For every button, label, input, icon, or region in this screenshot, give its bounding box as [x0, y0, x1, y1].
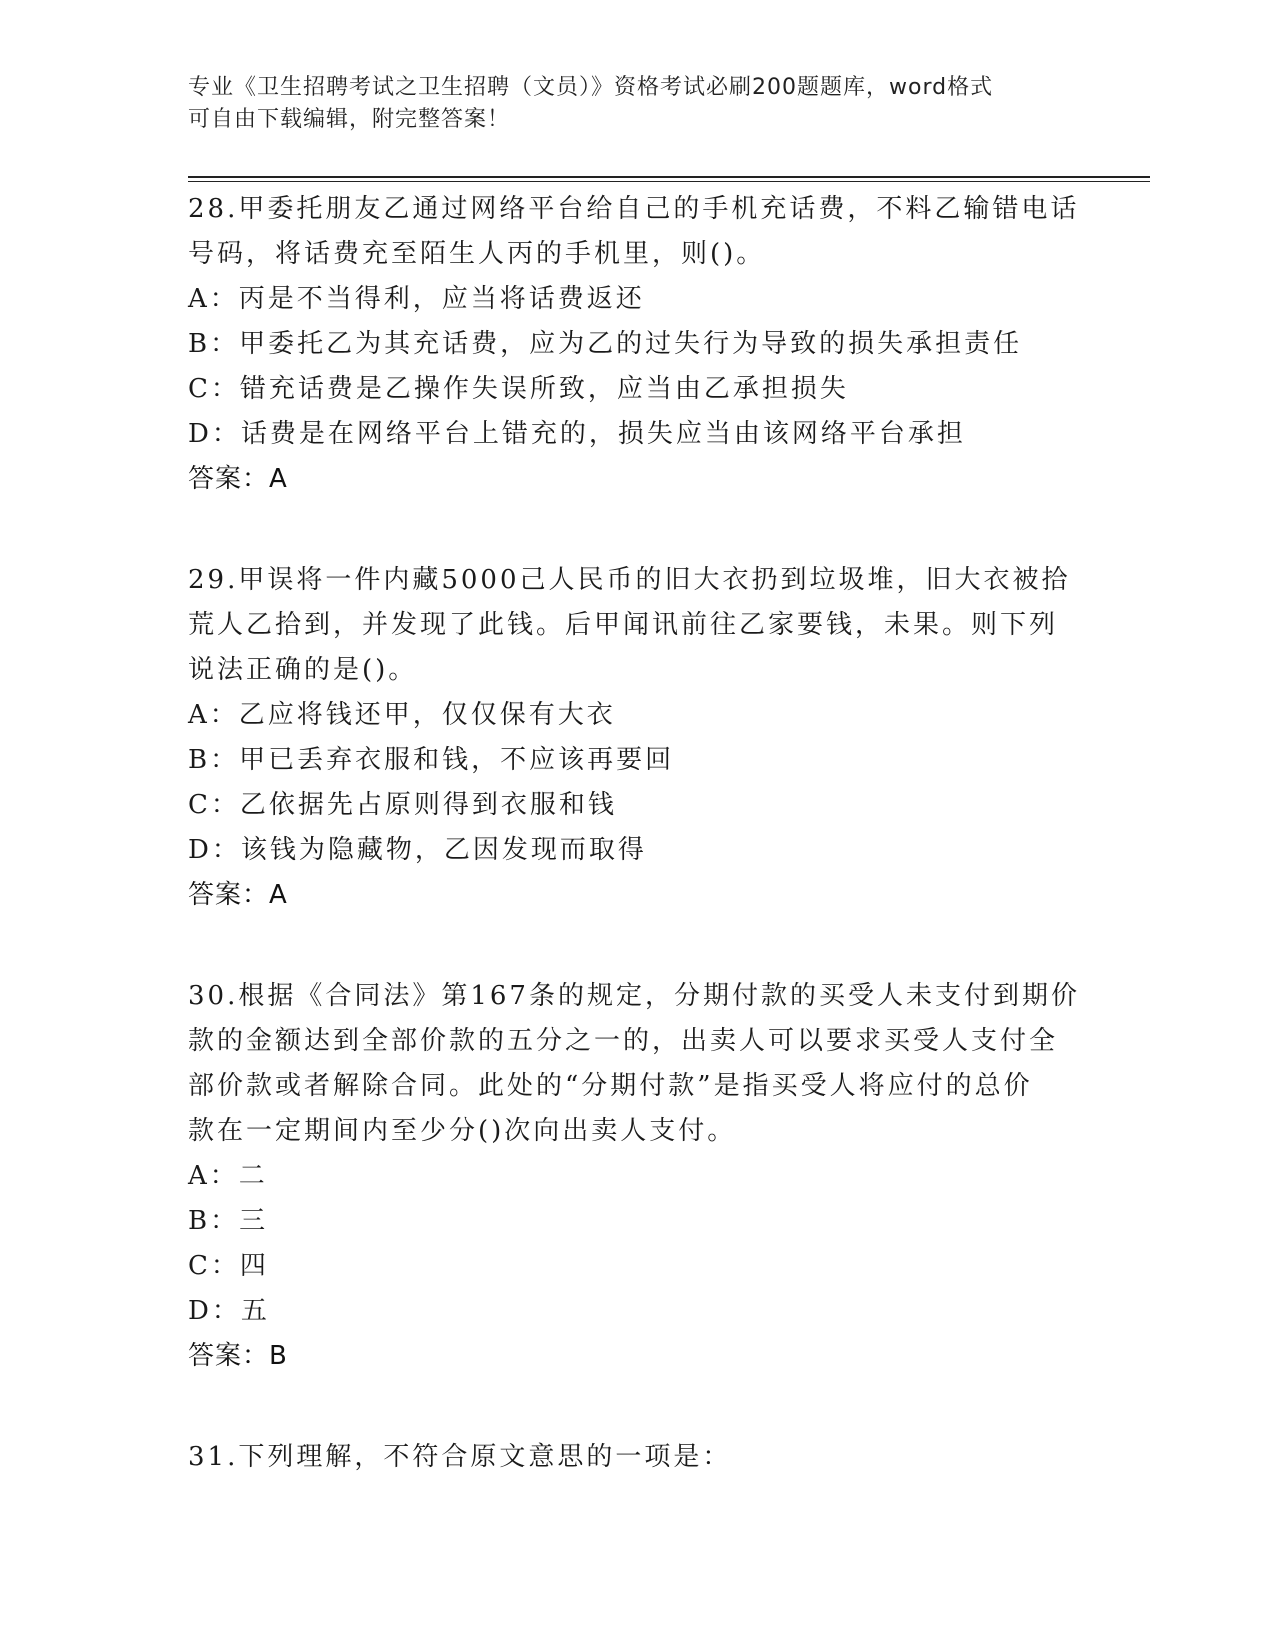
- question-29: [188, 558, 1088, 918]
- document-header: [188, 72, 1088, 136]
- answer-line: 答案：A: [188, 464, 288, 494]
- question-text-line: 28.甲委托朋友乙通过网络平台给自己的手机充话费，不料乙输错电话: [188, 194, 1080, 224]
- question-31: [188, 1435, 1088, 1480]
- option-c: C：错充话费是乙操作失误所致，应当由乙承担损失: [188, 374, 849, 404]
- answer-line: 答案：B: [188, 1341, 288, 1371]
- question-text-line: 29.甲误将一件内藏5000己人民币的旧大衣扔到垃圾堆，旧大衣被拾: [188, 565, 1071, 595]
- question-text-line: 说法正确的是()。: [188, 655, 418, 685]
- option-a: A：乙应将钱还甲，仅仅保有大衣: [188, 700, 616, 730]
- header-divider-thin: [188, 181, 1150, 182]
- option-b: B：甲委托乙为其充话费，应为乙的过失行为导致的损失承担责任: [188, 329, 1023, 359]
- header-divider-thick: [188, 176, 1150, 178]
- header-line-1: 专业《卫生招聘考试之卫生招聘（文员）》资格考试必刷200题题库，word格式: [188, 75, 994, 100]
- question-text-line: 荒人乙拾到，并发现了此钱。后甲闻讯前往乙家要钱，未果。则下列: [188, 610, 1059, 640]
- question-text-line: 款的金额达到全部价款的五分之一的，出卖人可以要求买受人支付全: [188, 1026, 1059, 1056]
- question-28: [188, 187, 1088, 502]
- answer-line: 答案：A: [188, 880, 288, 910]
- question-text-line: 31.下列理解，不符合原文意思的一项是：: [188, 1442, 732, 1472]
- option-d: D：五: [188, 1296, 270, 1326]
- question-30: [188, 974, 1088, 1379]
- option-c: C：四: [188, 1251, 269, 1281]
- header-line-2: 可自由下载编辑，附完整答案！: [188, 107, 511, 132]
- question-text-line: 30.根据《合同法》第167条的规定，分期付款的买受人未支付到期价: [188, 981, 1080, 1011]
- question-text-line: 号码，将话费充至陌生人丙的手机里，则()。: [188, 239, 766, 269]
- option-a: A：丙是不当得利，应当将话费返还: [188, 284, 645, 314]
- option-a: A：二: [188, 1161, 268, 1191]
- question-text-line: 部价款或者解除合同。此处的“分期付款”是指买受人将应付的总价: [188, 1071, 1033, 1101]
- option-d: D：该钱为隐藏物，乙因发现而取得: [188, 835, 647, 865]
- question-text-line: 款在一定期间内至少分()次向出卖人支付。: [188, 1116, 737, 1146]
- question-list: [188, 187, 1088, 1536]
- option-d: D：话费是在网络平台上错充的，损失应当由该网络平台承担: [188, 419, 966, 449]
- option-c: C：乙依据先占原则得到衣服和钱: [188, 790, 617, 820]
- option-b: B：三: [188, 1206, 269, 1236]
- option-b: B：甲已丢弃衣服和钱，不应该再要回: [188, 745, 675, 775]
